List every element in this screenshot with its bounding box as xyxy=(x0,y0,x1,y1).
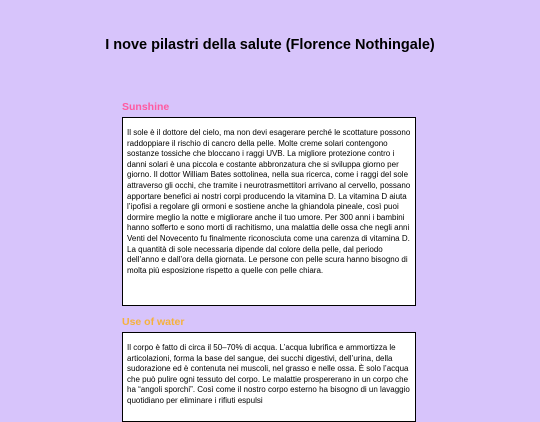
section-heading-sunshine: Sunshine xyxy=(122,101,170,113)
page-title: I nove pilastri della salute (Florence Nothingale) xyxy=(105,37,435,53)
section-box-use-of-water xyxy=(122,332,416,422)
section-box-sunshine xyxy=(122,117,416,306)
section-body-sunshine: Il sole è il dottore del cielo, ma non devi esagerare perché le scottature possono raddoppiare il rischio di cancro della pelle. Molte creme solari contengono sostanze tossiche che bloccano i raggi UVB. La migliore protezione contro i danni solari è una piccola e costante abbronzatura che si sviluppa giorno per giorno. Il dottor William Bates sottolinea, nella sua ricerca, come i raggi del sole attraverso gli occhi, che tramite i neurotrasmettitori arrivano al cervello, possano apportare benefici ai nostri corpi producendo la vitamina D. La vitamina D aiuta l’ipofisi a regolare gli ormoni e sostiene anche la ghiandola pineale, così puoi dormire meglio la notte e migliorare anche il tuo umore. Per 300 anni i bambini hanno sofferto e sono morti di rachitismo, una malattia delle ossa che negli anni Venti del Novecento fu finalmente riconosciuta come una carenza di vitamina D. La quantità di sole necessaria dipende dal colore della pelle, dal periodo dell’anno e dall’ora della giornata. Le persone con pelle scura hanno bisogno di molta più esposizione rispetto a quelle con pelle chiara. xyxy=(127,128,411,275)
section-body-use-of-water: Il corpo è fatto di circa il 50–70% di acqua. L’acqua lubrifica e ammortizza le articolazioni, forma la base del sangue, dei succhi digestivi, dell’urina, della sudorazione ed è contenuta nei muscoli, nel grasso e nelle ossa. È solo l’acqua che può pulire ogni tessuto del corpo. Le malattie prospererano in un corpo che ha “angoli sporchi”. Così come il nostro corpo esterno ha bisogno di un lavaggio quotidiano per eliminare i rifiuti espulsi xyxy=(127,343,410,405)
section-heading-use-of-water: Use of water xyxy=(122,316,185,328)
